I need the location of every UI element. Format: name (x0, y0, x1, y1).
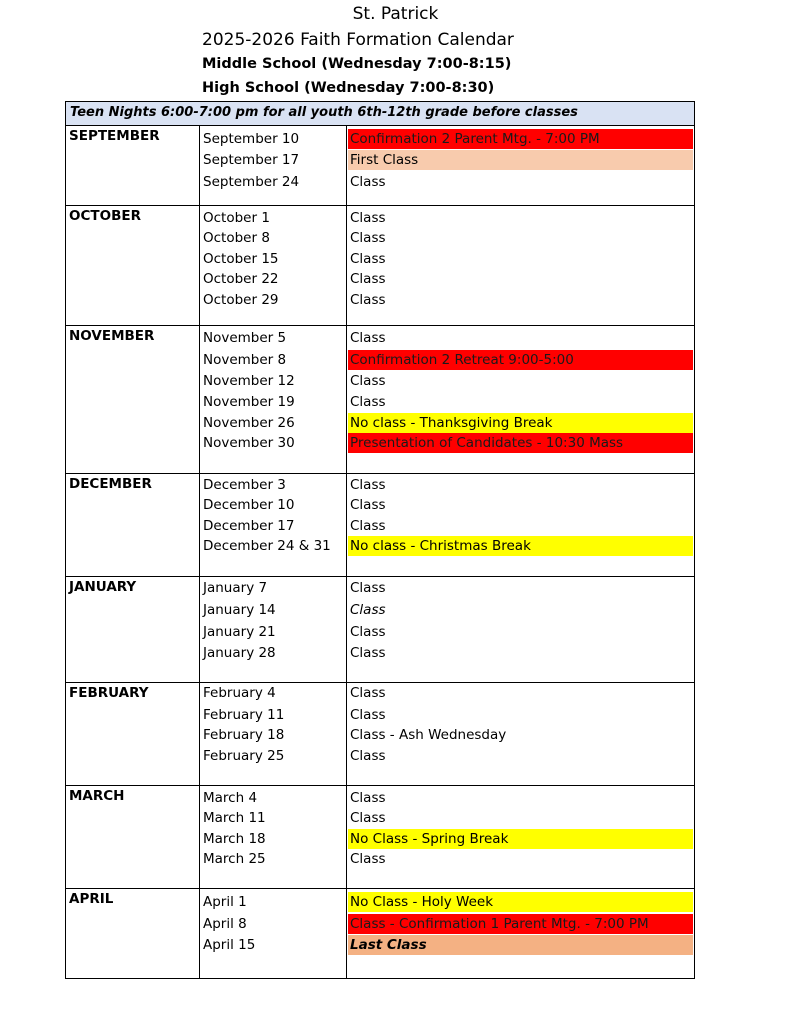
row-event: Class (350, 602, 386, 618)
row-event: No class - Christmas Break (348, 536, 693, 556)
calendar-row (66, 829, 694, 849)
calendar-row (66, 683, 694, 703)
row-date: December 17 (203, 518, 295, 534)
row-date: October 22 (203, 271, 279, 287)
row-date: November 12 (203, 373, 295, 389)
row-date: October 1 (203, 210, 270, 226)
month-name: APRIL (69, 891, 114, 907)
row-date: January 28 (203, 645, 276, 661)
month-block-february (66, 683, 694, 786)
calendar-row (66, 208, 694, 228)
row-event: Class (350, 174, 386, 190)
row-event: Confirmation 2 Retreat 9:00-5:00 (348, 350, 693, 370)
row-date: February 25 (203, 748, 285, 764)
calendar-row (66, 516, 694, 536)
row-date: March 25 (203, 851, 266, 867)
row-event: Class (350, 497, 386, 513)
calendar-table (65, 101, 695, 979)
row-date: April 8 (203, 916, 247, 932)
calendar-row (66, 249, 694, 269)
calendar-row (66, 150, 694, 170)
calendar-row (66, 495, 694, 515)
calendar-row (66, 269, 694, 289)
calendar-row (66, 935, 694, 955)
month-block-december (66, 474, 694, 577)
calendar-row (66, 725, 694, 745)
calendar-row (66, 914, 694, 934)
calendar-row (66, 643, 694, 663)
row-date: October 8 (203, 230, 270, 246)
calendar-row (66, 172, 694, 192)
row-event: Class (350, 210, 386, 226)
row-date: December 24 & 31 (203, 538, 331, 554)
calendar-row (66, 228, 694, 248)
month-name: JANUARY (69, 579, 137, 595)
row-date: November 26 (203, 415, 295, 431)
month-name: SEPTEMBER (69, 128, 160, 144)
row-event: Class (350, 330, 386, 346)
calendar-row (66, 849, 694, 869)
row-event: Class (350, 624, 386, 640)
row-event: Class (350, 790, 386, 806)
row-date: April 1 (203, 894, 247, 910)
calendar-row (66, 536, 694, 556)
row-date: February 18 (203, 727, 285, 743)
row-date: February 4 (203, 685, 276, 701)
row-event: Class (350, 251, 386, 267)
calendar-row (66, 892, 694, 912)
row-event: Presentation of Candidates - 10:30 Mass (348, 433, 693, 453)
row-event: No Class - Holy Week (348, 892, 693, 912)
row-date: November 19 (203, 394, 295, 410)
calendar-subtitle: 2025-2026 Faith Formation Calendar (202, 30, 514, 50)
row-event: No Class - Spring Break (348, 829, 693, 849)
calendar-row (66, 350, 694, 370)
row-event: Class - Confirmation 1 Parent Mtg. - 7:00 PM (348, 914, 693, 934)
row-date: February 11 (203, 707, 285, 723)
month-block-march (66, 786, 694, 889)
month-name: NOVEMBER (69, 328, 155, 344)
row-date: December 3 (203, 477, 286, 493)
calendar-row (66, 328, 694, 348)
row-event: Class (350, 230, 386, 246)
row-date: November 30 (203, 435, 295, 451)
month-name: FEBRUARY (69, 685, 149, 701)
calendar-row (66, 413, 694, 433)
month-block-january (66, 577, 694, 683)
row-event: First Class (348, 150, 693, 170)
row-date: September 10 (203, 131, 300, 147)
row-event: Class (350, 271, 386, 287)
row-date: March 18 (203, 831, 266, 847)
row-event: Last Class (348, 935, 693, 955)
month-block-april (66, 889, 694, 978)
month-block-september (66, 126, 694, 206)
row-date: September 24 (203, 174, 300, 190)
row-date: November 8 (203, 352, 287, 368)
row-date: January 7 (203, 580, 268, 596)
month-block-november (66, 326, 694, 474)
calendar-row (66, 129, 694, 149)
row-event: Class (350, 685, 386, 701)
row-date: December 10 (203, 497, 295, 513)
row-event: Class (350, 518, 386, 534)
row-event: Class (350, 851, 386, 867)
row-date: March 11 (203, 810, 266, 826)
calendar-row (66, 290, 694, 310)
row-event: Class (350, 748, 386, 764)
calendar-row (66, 788, 694, 808)
calendar-row (66, 746, 694, 766)
row-event: Class (350, 477, 386, 493)
row-event: Confirmation 2 Parent Mtg. - 7:00 PM (348, 129, 693, 149)
row-date: January 21 (203, 624, 276, 640)
page-title: St. Patrick (352, 4, 439, 24)
high-school-schedule: High School (Wednesday 7:00-8:30) (202, 80, 495, 96)
row-date: April 15 (203, 937, 256, 953)
row-event: Class (350, 394, 386, 410)
row-date: October 15 (203, 251, 279, 267)
calendar-row (66, 705, 694, 725)
calendar-row (66, 600, 694, 620)
row-event: No class - Thanksgiving Break (348, 413, 693, 433)
month-block-october (66, 206, 694, 326)
row-event: Class (350, 810, 386, 826)
calendar-row (66, 622, 694, 642)
middle-school-schedule: Middle School (Wednesday 7:00-8:15) (202, 56, 512, 72)
calendar-row (66, 808, 694, 828)
month-name: MARCH (69, 788, 125, 804)
row-date: January 14 (203, 602, 276, 618)
calendar-row (66, 392, 694, 412)
row-event: Class (350, 292, 386, 308)
row-date: March 4 (203, 790, 258, 806)
row-event: Class (350, 580, 386, 596)
row-event: Class (350, 645, 386, 661)
row-event: Class - Ash Wednesday (350, 727, 507, 743)
month-name: DECEMBER (69, 476, 152, 492)
calendar-row (66, 371, 694, 391)
teen-nights-banner: Teen Nights 6:00-7:00 pm for all youth 6th-12th grade before classes (66, 102, 694, 126)
row-date: November 5 (203, 330, 287, 346)
row-date: October 29 (203, 292, 279, 308)
row-event: Class (350, 373, 386, 389)
row-date: September 17 (203, 152, 300, 168)
calendar-row (66, 578, 694, 598)
calendar-row (66, 475, 694, 495)
month-name: OCTOBER (69, 208, 141, 224)
calendar-row (66, 433, 694, 453)
row-event: Class (350, 707, 386, 723)
